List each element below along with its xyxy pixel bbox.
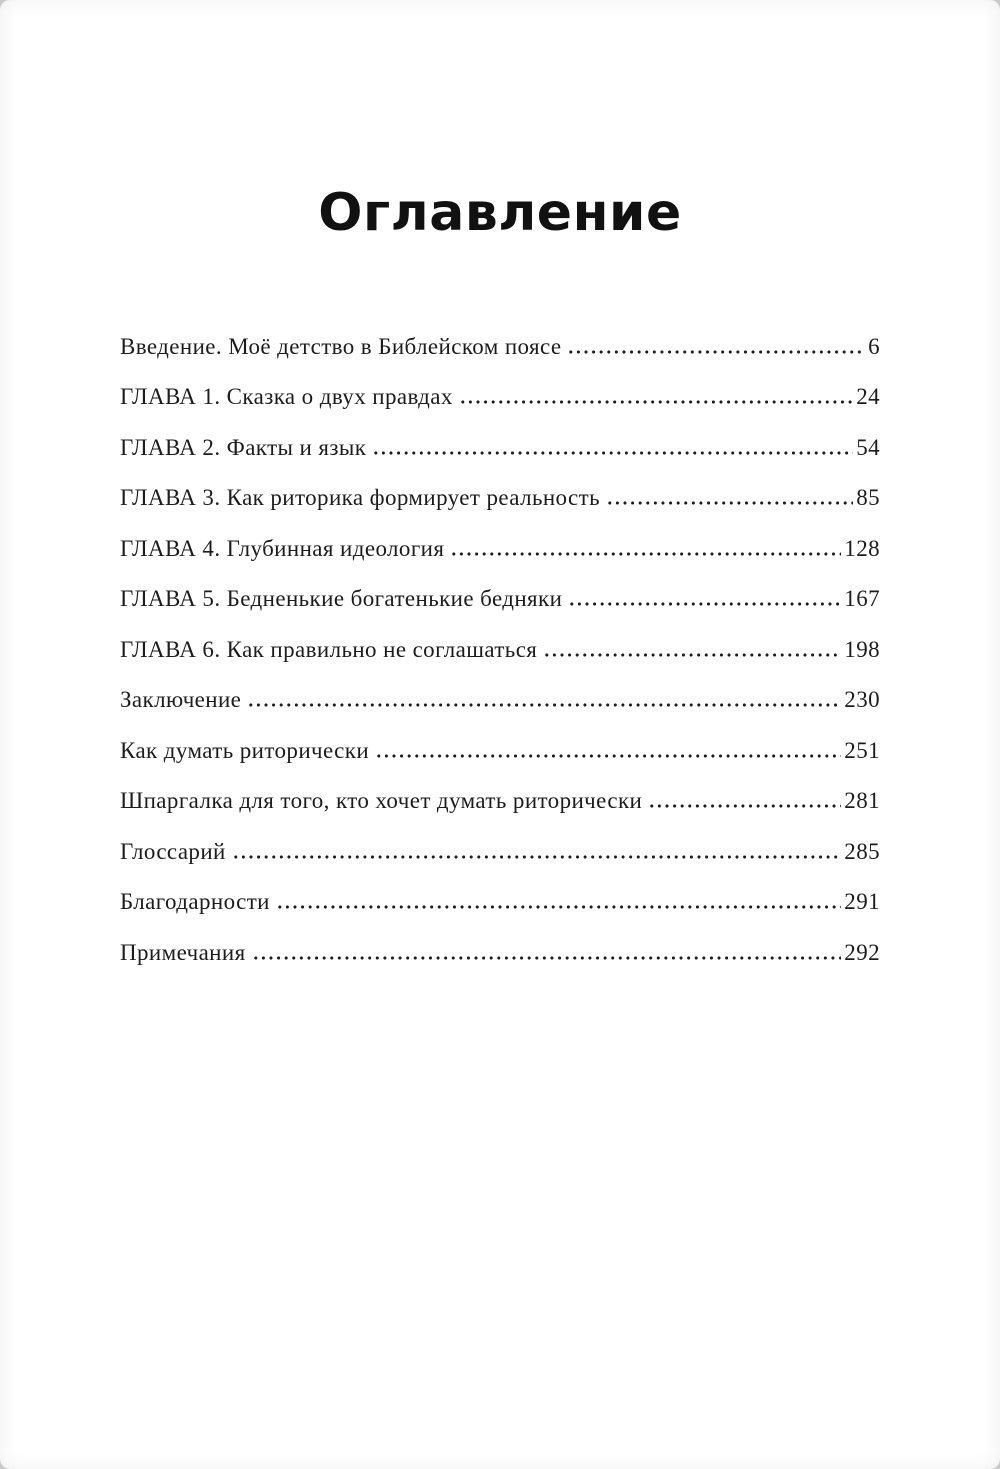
dot-leader xyxy=(459,400,853,404)
toc-entry-page: 85 xyxy=(856,485,880,511)
toc-entry-page: 24 xyxy=(856,384,880,410)
dot-leader xyxy=(276,905,841,909)
toc-entry xyxy=(120,585,880,613)
toc-entry-page: 167 xyxy=(844,586,880,612)
dot-leader xyxy=(543,653,841,657)
toc-entry-page: 6 xyxy=(868,333,880,359)
dot-leader xyxy=(450,552,841,556)
toc-entry-page: 230 xyxy=(844,687,880,713)
toc-entry xyxy=(120,434,880,462)
page-title: Оглавление xyxy=(318,183,682,243)
toc-entry xyxy=(120,737,880,765)
dot-leader xyxy=(232,855,842,859)
toc-entry-page: 198 xyxy=(844,636,880,662)
toc-entry-label: Благодарности xyxy=(120,889,270,915)
toc-entry-label: ГЛАВА 4. Глубинная идеология xyxy=(120,535,445,561)
dot-leader xyxy=(606,501,853,505)
toc-entry-page: 281 xyxy=(844,788,880,814)
toc-entry-label: Как думать риторически xyxy=(120,737,370,763)
dot-leader xyxy=(375,754,841,758)
dot-leader xyxy=(568,602,841,606)
toc-entry-page: 285 xyxy=(844,838,880,864)
dot-leader xyxy=(648,804,841,808)
toc-entry-label: ГЛАВА 2. Факты и язык xyxy=(120,434,367,460)
toc-entry-label: Введение. Моё детство в Библейском поясе xyxy=(120,333,562,359)
toc-entry-label: ГЛАВА 5. Бедненькие богатенькие бедняки xyxy=(120,586,563,612)
toc-entry xyxy=(120,636,880,664)
toc-entry-page: 291 xyxy=(844,889,880,915)
dot-leader xyxy=(252,956,842,960)
toc-entry-label: Примечания xyxy=(120,939,246,965)
toc-entry-page: 251 xyxy=(844,737,880,763)
toc-entry xyxy=(120,535,880,563)
toc-entry xyxy=(120,888,880,916)
toc-entry-page: 292 xyxy=(844,939,880,965)
toc-entry xyxy=(120,484,880,512)
dot-leader xyxy=(372,451,853,455)
toc-entry-label: ГЛАВА 3. Как риторика формирует реальность xyxy=(120,485,600,511)
toc-entry-label: Шпаргалка для того, кто хочет думать риторически xyxy=(120,788,643,814)
dot-leader xyxy=(567,350,865,354)
toc-entry-page: 128 xyxy=(844,535,880,561)
toc-list xyxy=(120,333,880,967)
toc-entry-label: Заключение xyxy=(120,687,242,713)
dot-leader xyxy=(247,703,841,707)
toc-entry-label: Глоссарий xyxy=(120,838,226,864)
toc-entry xyxy=(120,939,880,967)
toc-entry xyxy=(120,333,880,361)
toc-entry-page: 54 xyxy=(856,434,880,460)
toc-entry xyxy=(120,383,880,411)
toc-entry xyxy=(120,787,880,815)
toc-entry-label: ГЛАВА 1. Сказка о двух правдах xyxy=(120,384,453,410)
toc-entry xyxy=(120,686,880,714)
toc-entry xyxy=(120,838,880,866)
toc-entry-label: ГЛАВА 6. Как правильно не соглашаться xyxy=(120,636,538,662)
